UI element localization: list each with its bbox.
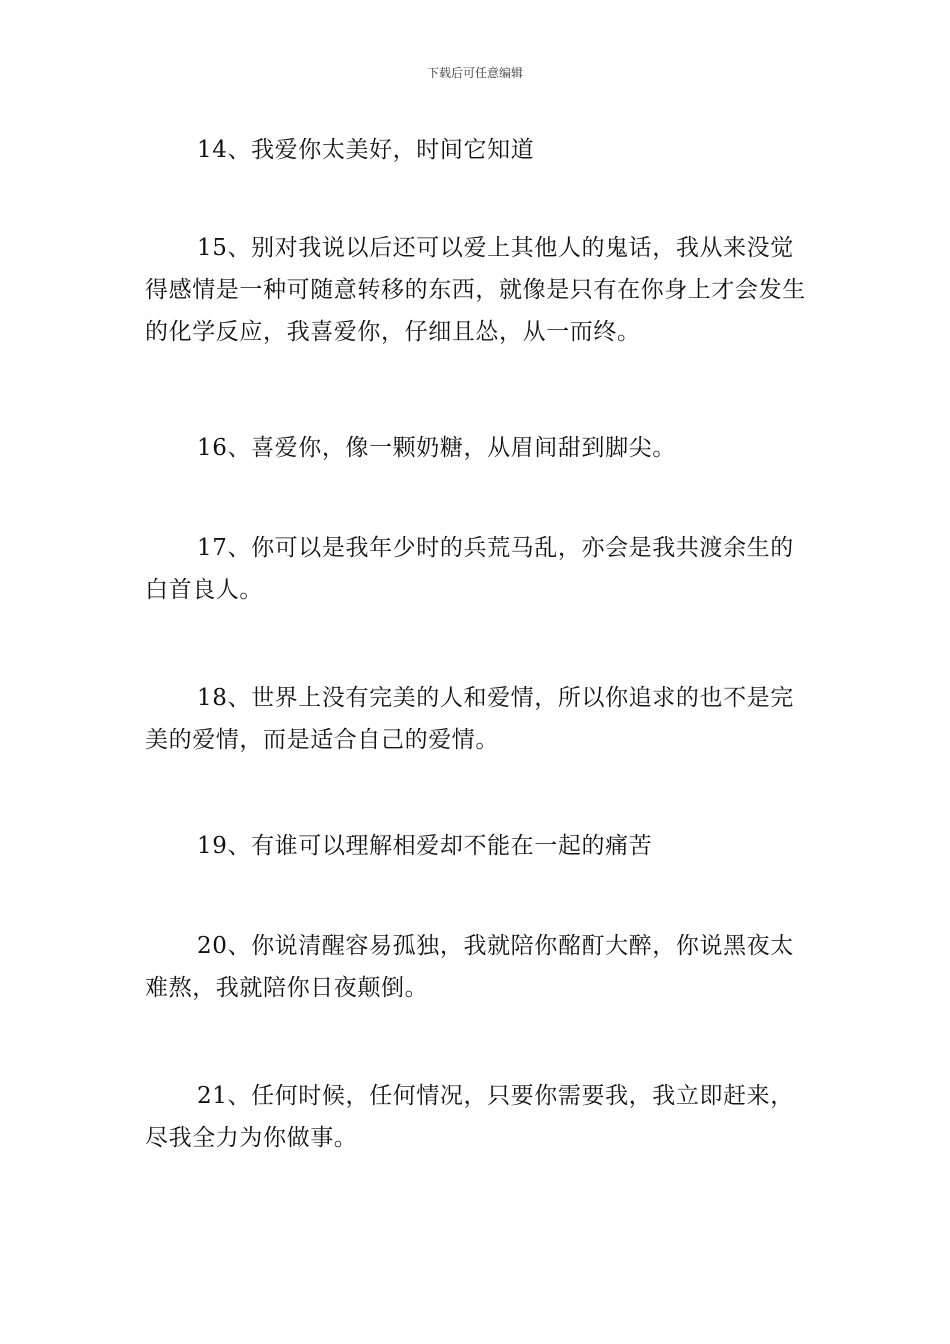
paragraph-16: 16、喜爱你，像一颗奶糖，从眉间甜到脚尖。 xyxy=(197,435,676,461)
paragraph-14: 14、我爱你太美好，时间它知道 xyxy=(197,137,535,163)
page-header-note: 下载后可任意编辑 xyxy=(426,66,523,80)
paragraph-15: 15、别对我说以后还可以爱上其他人的鬼话，我从来没觉得感情是一种可随意转移的东西，就像是只有在你身上才会发生的化学反应，我喜爱你，仔细且怂，从一而终。 xyxy=(145,235,806,345)
paragraph-18: 18、世界上没有完美的人和爱情，所以你追求的也不是完美的爱情，而是适合自己的爱情。 xyxy=(145,685,794,753)
paragraph-21: 21、任何时候，任何情况，只要你需要我，我立即赶来，尽我全力为你做事。 xyxy=(145,1083,794,1151)
paragraph-19: 19、有谁可以理解相爱却不能在一起的痛苦 xyxy=(197,833,653,859)
paragraph-20: 20、你说清醒容易孤独，我就陪你酩酊大醉，你说黑夜太难熬，我就陪你日夜颠倒。 xyxy=(145,933,794,1001)
paragraph-17: 17、你可以是我年少时的兵荒马乱，亦会是我共渡余生的白首良人。 xyxy=(145,535,794,603)
